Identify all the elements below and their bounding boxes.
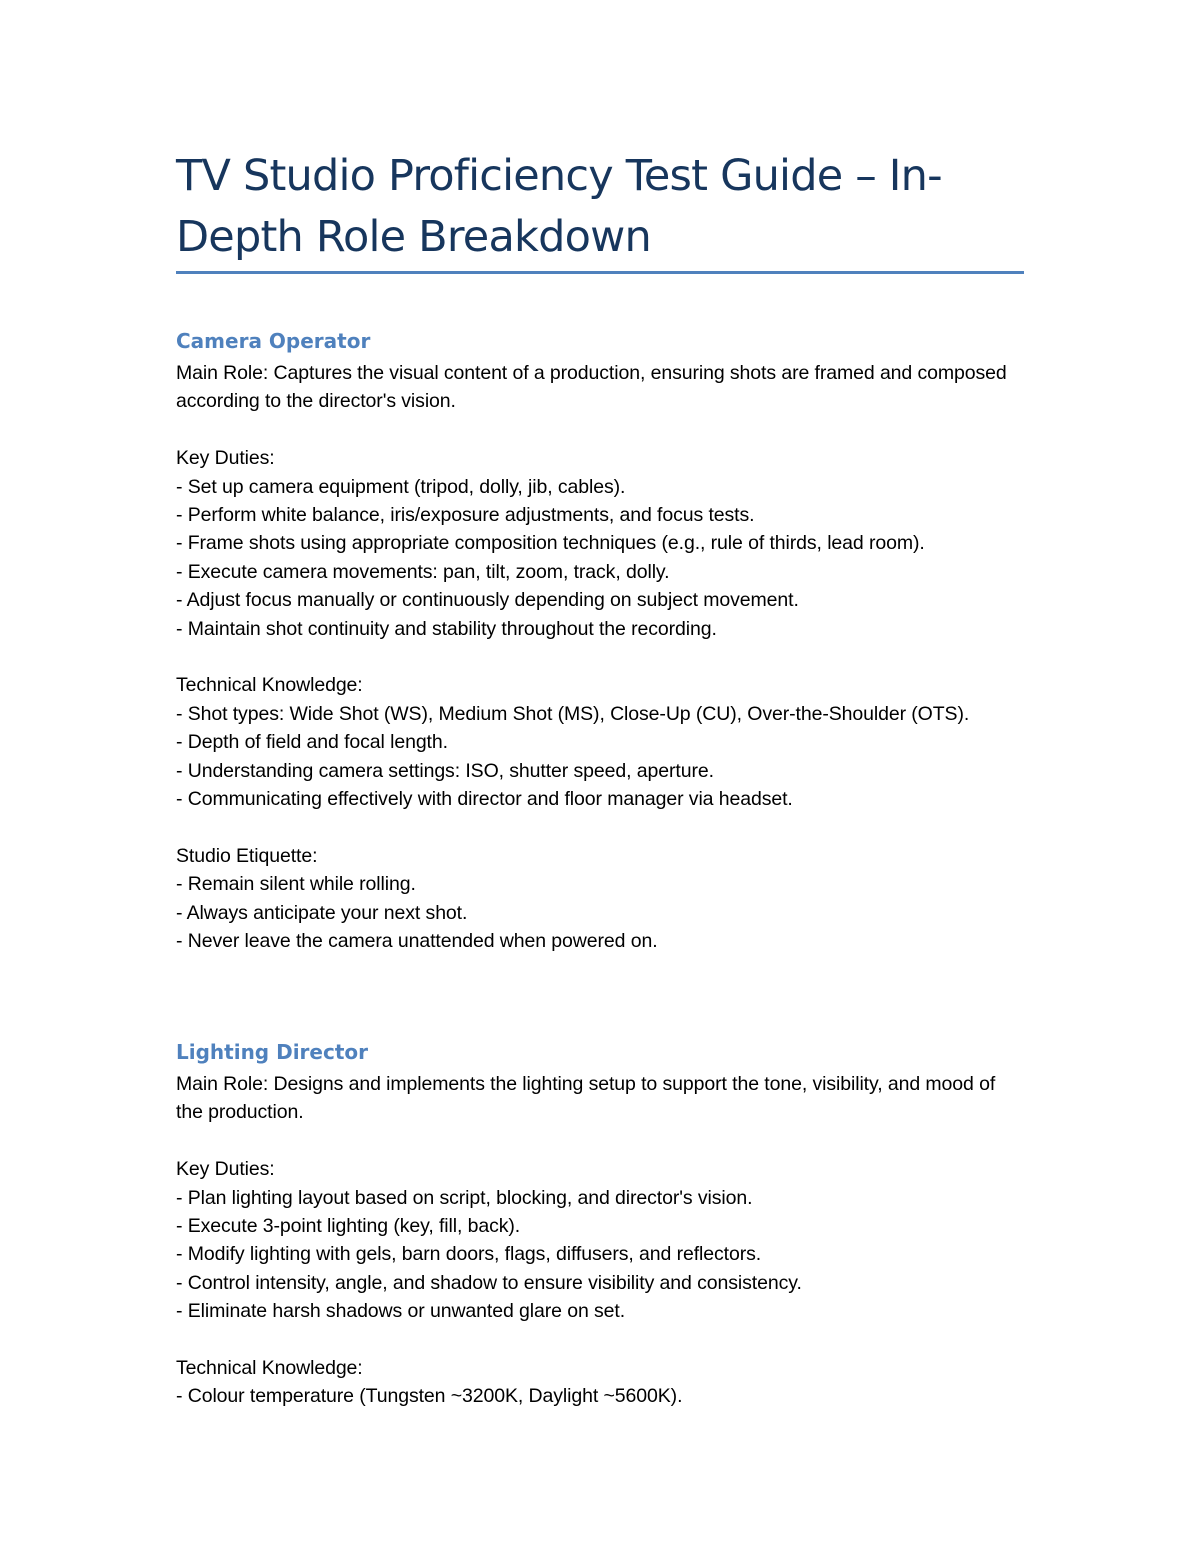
list-item: - Always anticipate your next shot. [176,901,468,924]
technical-knowledge-label: Technical Knowledge: [176,1357,363,1380]
studio-etiquette-list [176,870,1026,955]
key-duties-list [176,473,1026,643]
technical-knowledge-list [176,1382,1026,1410]
title-underline [176,271,1024,274]
section-lighting-director [176,1037,1026,1411]
list-item: - Plan lighting layout based on script, blocking, and director's vision. [176,1186,753,1209]
section-heading: Camera Operator [176,329,371,353]
list-item: - Adjust focus manually or continuously depending on subject movement. [176,589,799,612]
list-item: - Maintain shot continuity and stability throughout the recording. [176,617,717,640]
key-duties-list [176,1184,1026,1326]
technical-knowledge-list [176,700,1026,814]
list-item: - Perform white balance, iris/exposure adjustments, and focus tests. [176,504,755,527]
list-item: - Communicating effectively with director and floor manager via headset. [176,788,793,811]
main-role-text: Main Role: Captures the visual content of a production, ensuring shots are framed and composed according to the director's vision. [176,362,1007,413]
key-duties-label: Key Duties: [176,1158,275,1181]
section-heading: Lighting Director [176,1040,368,1064]
document-title: TV Studio Proficiency Test Guide – In-Depth Role Breakdown [176,151,942,262]
list-item: - Remain silent while rolling. [176,873,416,896]
list-item: - Never leave the camera unattended when powered on. [176,930,658,953]
list-item: - Execute 3-point lighting (key, fill, back). [176,1215,521,1238]
list-item: - Frame shots using appropriate composition techniques (e.g., rule of thirds, lead room). [176,532,925,555]
list-item: - Colour temperature (Tungsten ~3200K, Daylight ~5600K). [176,1385,683,1408]
technical-knowledge-label: Technical Knowledge: [176,674,363,697]
list-item: - Understanding camera settings: ISO, shutter speed, aperture. [176,759,714,782]
studio-etiquette-label: Studio Etiquette: [176,844,318,867]
list-item: - Eliminate harsh shadows or unwanted glare on set. [176,1300,626,1323]
list-item: - Set up camera equipment (tripod, dolly, jib, cables). [176,475,626,498]
list-item: - Execute camera movements: pan, tilt, zoom, track, dolly. [176,560,670,583]
list-item: - Shot types: Wide Shot (WS), Medium Shot (MS), Close-Up (CU), Over-the-Shoulder (OTS). [176,702,970,725]
key-duties-label: Key Duties: [176,447,275,470]
list-item: - Control intensity, angle, and shadow to ensure visibility and consistency. [176,1271,802,1294]
main-role-text: Main Role: Designs and implements the lighting setup to support the tone, visibility, and mood of the production. [176,1073,996,1124]
list-item: - Depth of field and focal length. [176,731,448,754]
list-item: - Modify lighting with gels, barn doors, flags, diffusers, and reflectors. [176,1243,762,1266]
section-camera-operator [176,326,1026,955]
